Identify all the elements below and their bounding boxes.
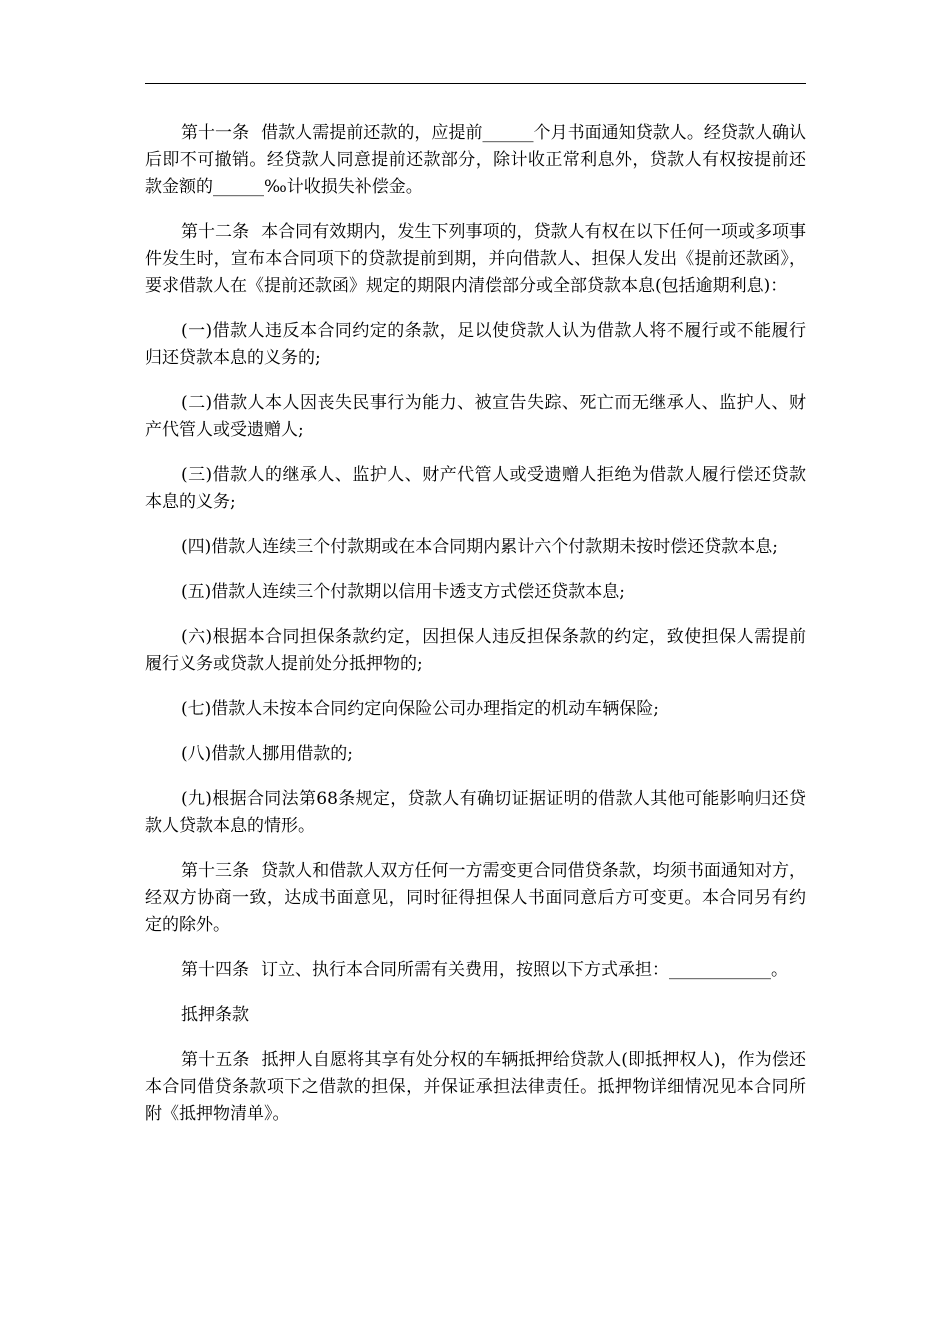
list-item-text: (三)借款人的继承人、监护人、财产代管人或受遗赠人拒绝为借款人履行偿还贷款本息的义务; — [145, 465, 806, 512]
list-item-text: (二)借款人本人因丧失民事行为能力、被宣告失踪、死亡而无继承人、监护人、财产代管人或受遗赠人; — [145, 393, 806, 440]
article-number: 第十五条 — [181, 1050, 250, 1070]
article-text: 本合同有效期内，发生下列事项的，贷款人有权在以下任何一项或多项事件发生时，宣布本合同项下的贷款提前到期，并向借款人、担保人发出《提前还款函》，要求借款人在《提前还款函》规定的期限内清偿部分或全部贷款本息(包括逾期利息)： — [145, 222, 807, 296]
list-item-text: (七)借款人未按本合同约定向保险公司办理指定的机动车辆保险; — [181, 699, 659, 719]
list-item-text: (九)根据合同法第68条规定，贷款人有确切证据证明的借款人其他可能影响归还贷款人贷款本息的情形。 — [145, 789, 806, 836]
article-15 — [145, 1047, 806, 1128]
article-number: 第十二条 — [181, 222, 250, 242]
article-text: 订立、执行本合同所需有关费用，按照以下方式承担：____________。 — [261, 960, 788, 980]
article-11 — [145, 120, 806, 201]
list-item — [145, 696, 806, 723]
list-item — [145, 786, 806, 840]
list-item — [145, 534, 806, 561]
article-text: 贷款人和借款人双方任何一方需变更合同借贷条款，均须书面通知对方，经双方协商一致，达成书面意见，同时征得担保人书面同意后方可变更。本合同另有约定的除外。 — [145, 861, 807, 935]
article-text: 抵押人自愿将其享有处分权的车辆抵押给贷款人(即抵押权人)，作为偿还本合同借贷条款项下之借款的担保，并保证承担法律责任。抵押物详细情况见本合同所附《抵押物清单》。 — [145, 1050, 807, 1124]
header-rule — [145, 83, 806, 84]
article-text: 借款人需提前还款的，应提前______个月书面通知贷款人。经贷款人确认后即不可撤销。经贷款人同意提前还款部分，除计收正常利息外，贷款人有权按提前还款金额的______‰计收损失补偿金。 — [145, 123, 807, 197]
article-number: 第十四条 — [181, 960, 249, 980]
article-13 — [145, 858, 806, 939]
list-item-text: (五)借款人连续三个付款期以信用卡透支方式偿还贷款本息; — [181, 582, 625, 602]
list-item — [145, 318, 806, 372]
article-14 — [145, 957, 806, 984]
section-heading-text: 抵押条款 — [181, 1005, 249, 1025]
article-number: 第十三条 — [181, 861, 250, 881]
article-12 — [145, 219, 806, 300]
list-item-text: (四)借款人连续三个付款期或在本合同期内累计六个付款期未按时偿还贷款本息; — [181, 537, 778, 557]
section-heading-mortgage — [145, 1002, 806, 1029]
list-item — [145, 390, 806, 444]
article-number: 第十一条 — [181, 123, 250, 143]
list-item — [145, 624, 806, 678]
list-item — [145, 741, 806, 768]
document-body — [145, 120, 806, 1146]
list-item-text: (八)借款人挪用借款的; — [181, 744, 353, 764]
list-item-text: (一)借款人违反本合同约定的条款，足以使贷款人认为借款人将不履行或不能履行归还贷款本息的义务的; — [145, 321, 806, 368]
list-item-text: (六)根据本合同担保条款约定，因担保人违反担保条款的约定，致使担保人需提前履行义务或贷款人提前处分抵押物的; — [145, 627, 806, 674]
list-item — [145, 579, 806, 606]
list-item — [145, 462, 806, 516]
